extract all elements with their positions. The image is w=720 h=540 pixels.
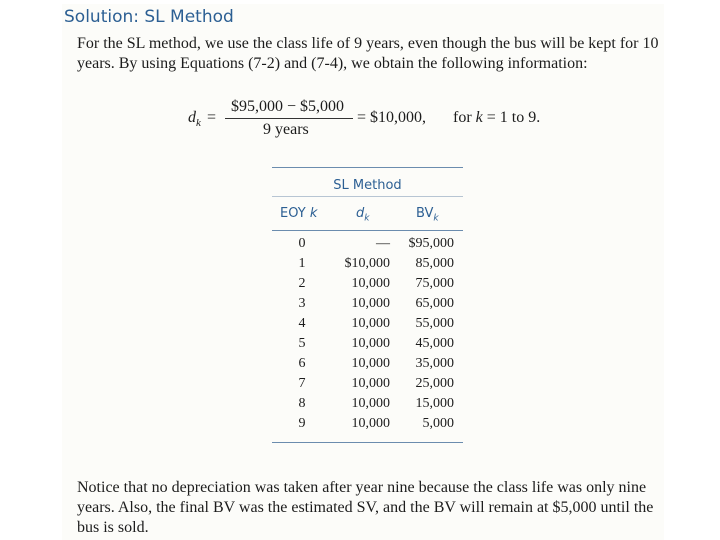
equation-lhs xyxy=(188,109,201,129)
equation-cond-var: k xyxy=(475,109,483,126)
table-row xyxy=(272,396,463,416)
header-eoy-text: EOY xyxy=(280,206,310,221)
fraction-bar xyxy=(225,118,353,119)
cell-dk: 10,000 xyxy=(351,336,390,351)
cell-eoy: 5 xyxy=(298,336,306,351)
header-rule xyxy=(272,230,463,231)
table-caption: SL Method xyxy=(333,178,402,193)
cell-eoy: 8 xyxy=(298,396,306,411)
depreciation-equation xyxy=(185,98,605,142)
cell-eoy: 1 xyxy=(298,256,306,271)
cell-eoy: 7 xyxy=(298,376,306,391)
header-eoy-var: k xyxy=(309,206,318,221)
cell-bvk: 25,000 xyxy=(415,376,454,391)
table-row xyxy=(272,256,463,276)
cell-bvk: 45,000 xyxy=(415,336,454,351)
cell-bvk: $95,000 xyxy=(408,236,454,251)
cell-dk: 10,000 xyxy=(351,416,390,431)
equation-lhs-var: d xyxy=(188,109,196,126)
column-header-dk xyxy=(356,206,369,224)
table-row xyxy=(272,416,463,436)
cell-eoy: 6 xyxy=(298,356,306,371)
cell-bvk: 65,000 xyxy=(415,296,454,311)
cell-dk: 10,000 xyxy=(351,396,390,411)
equation-condition xyxy=(453,109,540,127)
cell-eoy: 2 xyxy=(298,276,306,291)
cell-bvk: 75,000 xyxy=(415,276,454,291)
table-row xyxy=(272,336,463,356)
table-body xyxy=(272,236,463,436)
equation-result: = $10,000, xyxy=(357,109,427,126)
table-row xyxy=(272,376,463,396)
table-row xyxy=(272,296,463,316)
cell-dk: 10,000 xyxy=(351,356,390,371)
table-row xyxy=(272,276,463,296)
cell-dk: 10,000 xyxy=(351,376,390,391)
closing-note: Notice that no depreciation was taken after year nine because the class life was only nine years. Also, the final BV was the estimated SV, and the BV will remain at $5,000 until the bus is sold. xyxy=(77,479,654,536)
cell-dk: $10,000 xyxy=(344,256,390,271)
header-dk-var: d xyxy=(356,206,365,221)
cell-bvk: 5,000 xyxy=(422,416,454,431)
cell-bvk: 15,000 xyxy=(415,396,454,411)
cell-eoy: 4 xyxy=(298,316,306,331)
caption-rule xyxy=(272,196,463,197)
cell-eoy: 3 xyxy=(298,296,306,311)
cell-eoy: 0 xyxy=(298,236,306,251)
equation-numerator: $95,000 − $5,000 xyxy=(231,98,345,115)
table-bottom-rule xyxy=(272,442,463,443)
table-row xyxy=(272,356,463,376)
equation-cond-pre: for xyxy=(453,109,476,126)
equation-equals: = xyxy=(207,109,217,126)
table-top-rule xyxy=(272,167,463,168)
cell-bvk: 55,000 xyxy=(415,316,454,331)
cell-dk: — xyxy=(376,236,390,251)
cell-dk: 10,000 xyxy=(351,316,390,331)
header-bv-text: BV xyxy=(416,206,434,221)
equation-lhs-sub: k xyxy=(196,117,201,130)
column-header-eoy xyxy=(280,206,317,221)
cell-bvk: 35,000 xyxy=(415,356,454,371)
intro-paragraph: For the SL method, we use the class life of 9 years, even though the bus will be kept for 10 years. By using Equations (7-2) and (7-4), we obtain the following information: xyxy=(77,35,659,72)
table-row xyxy=(272,316,463,336)
cell-eoy: 9 xyxy=(298,416,306,431)
section-heading: Solution: SL Method xyxy=(64,7,234,27)
header-bv-sub: k xyxy=(433,213,439,224)
equation-denominator: 9 years xyxy=(263,121,309,138)
table-row xyxy=(272,236,463,256)
cell-dk: 10,000 xyxy=(351,276,390,291)
header-dk-sub: k xyxy=(364,213,370,224)
cell-bvk: 85,000 xyxy=(415,256,454,271)
equation-cond-post: = 1 to 9. xyxy=(482,109,541,126)
column-header-bvk xyxy=(416,206,439,224)
cell-dk: 10,000 xyxy=(351,296,390,311)
